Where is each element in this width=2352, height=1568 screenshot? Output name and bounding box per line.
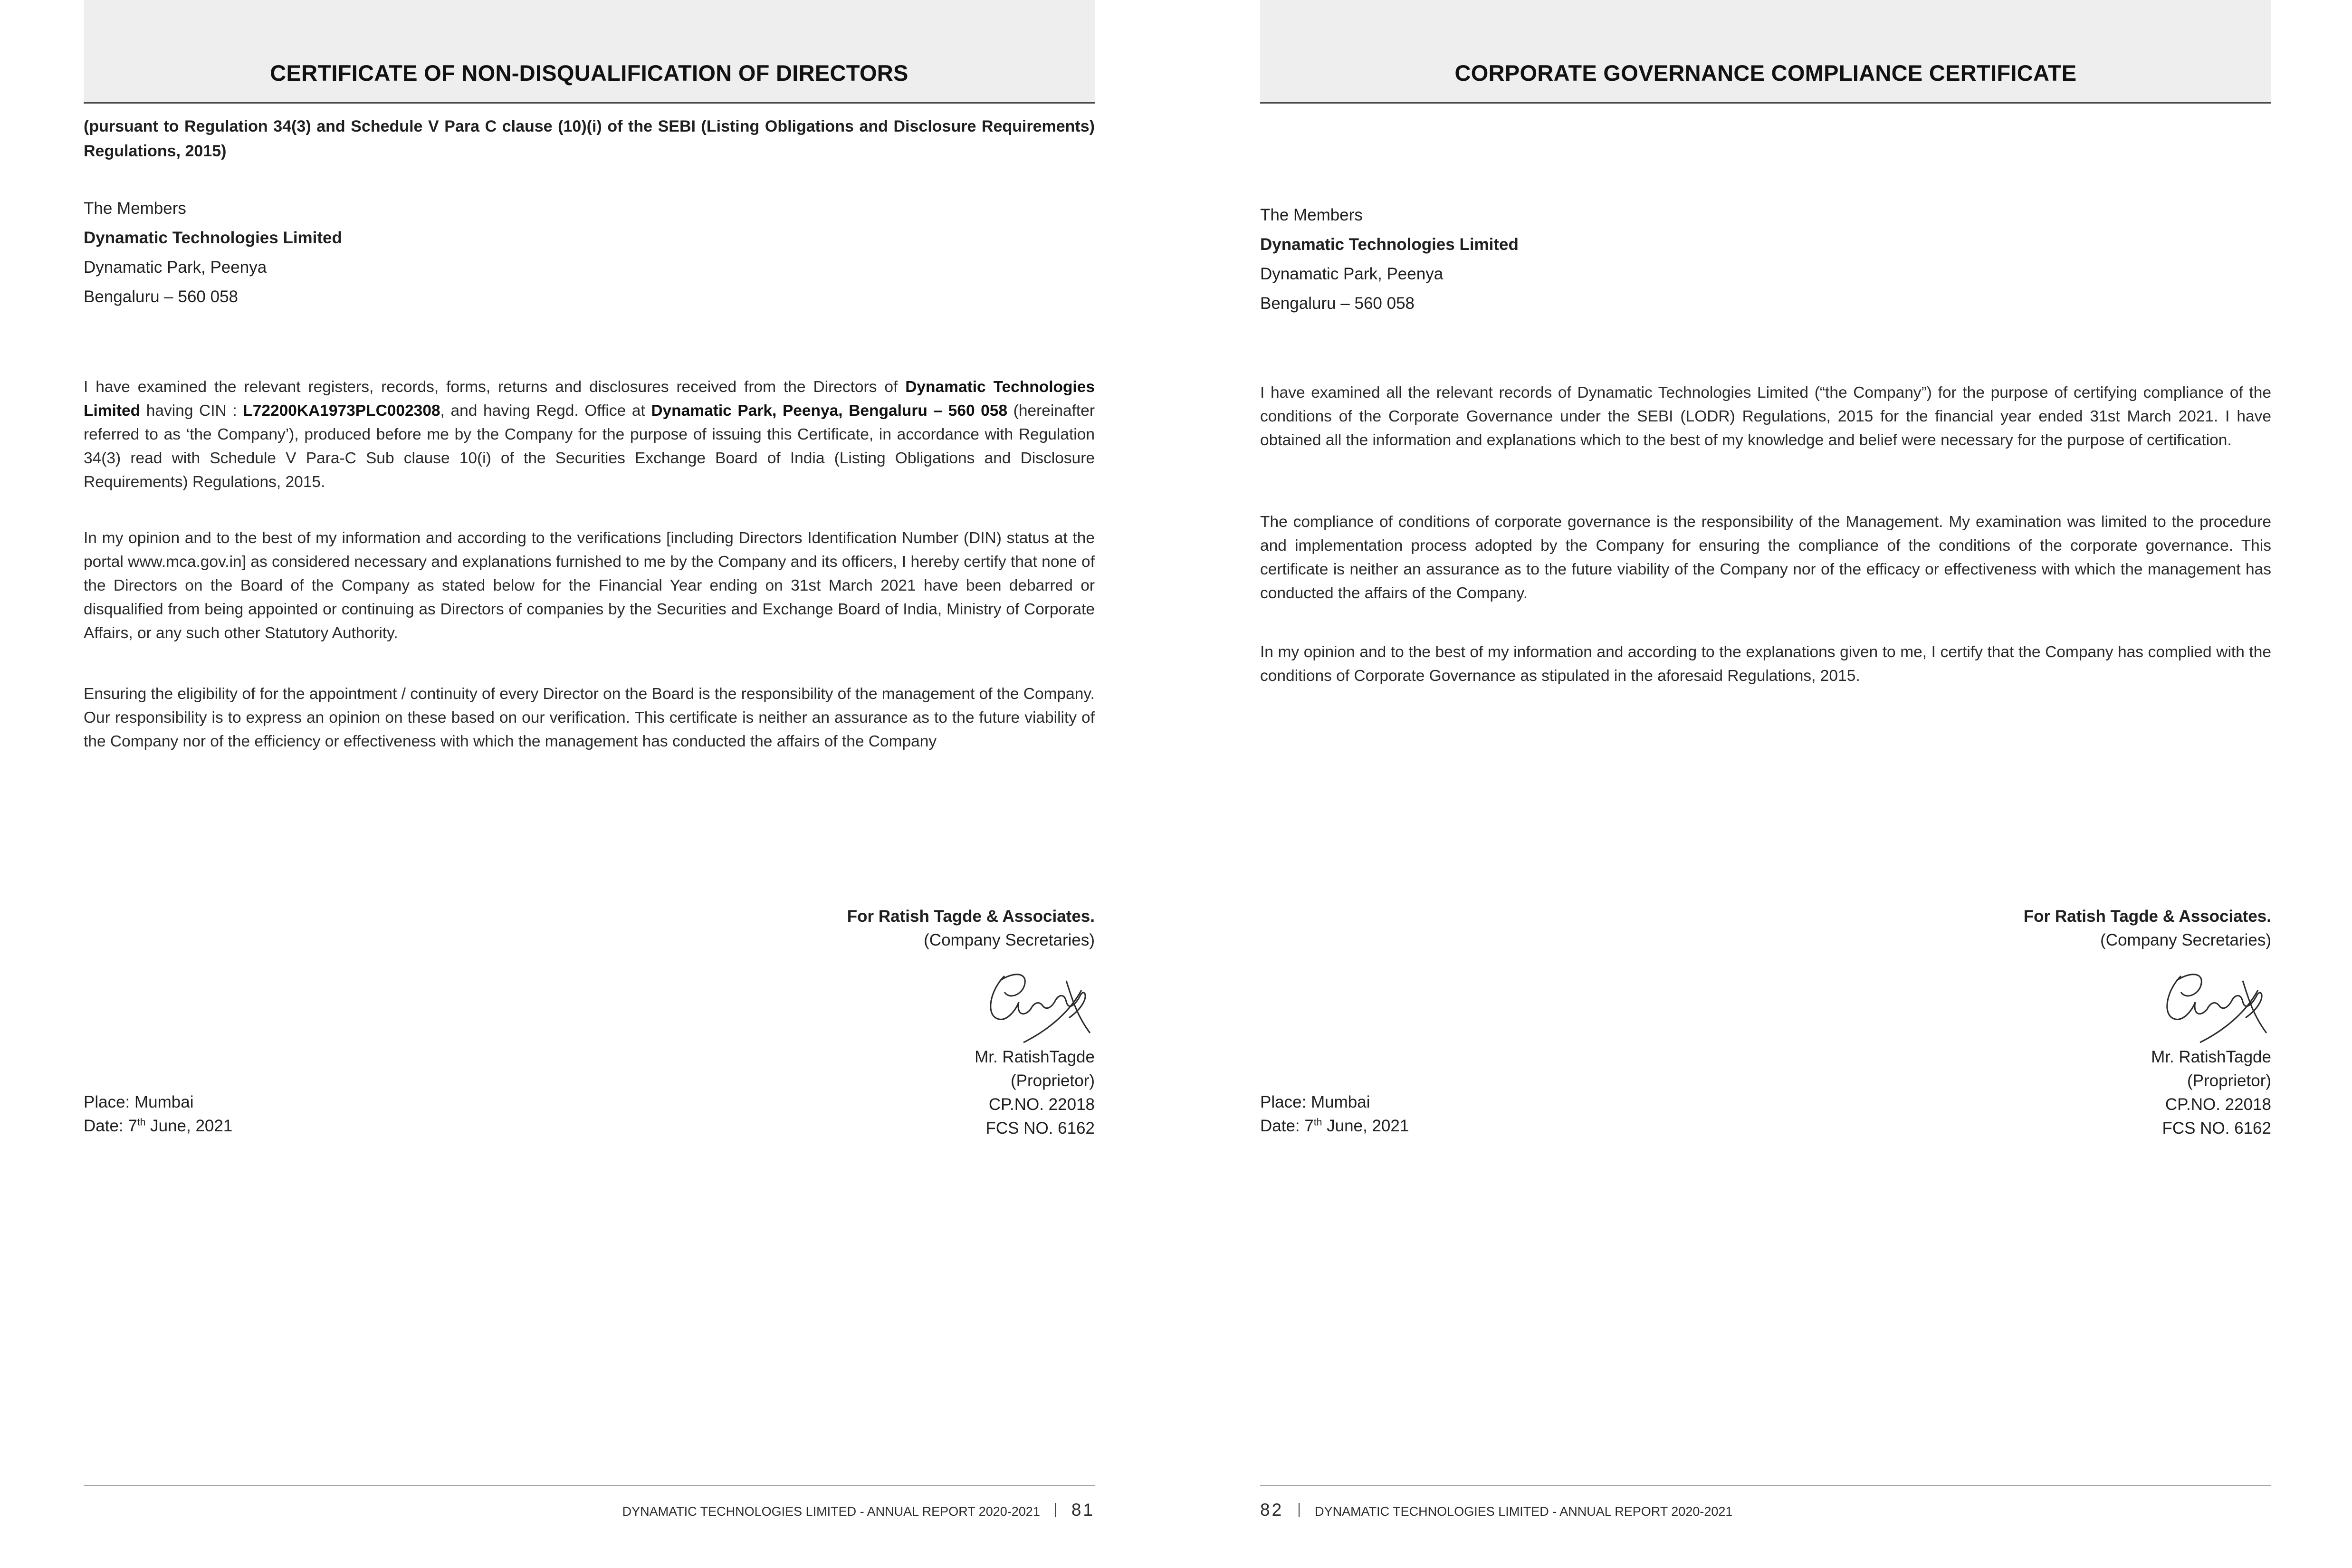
signatory-title: (Proprietor) <box>1011 1071 1095 1090</box>
paragraph-2: In my opinion and to the best of my information and according to the verifications [including Directors Identification Number (DIN) status at the portal www.mca.gov.in] as considered necessary and explanations furnished to me by the Company and its officers, I hereby certify that none of the Directors on the Board of the Company as stated below for the Financial Year ending on 31st March 2021 have been debarred or disqualified from being appointed or continuing as Directors of companies by the Securities and Exchange Board of India, Ministry of Corporate Affairs, or any such other Statutory Authority. <box>84 529 1095 642</box>
firm-role: (Company Secretaries) <box>2100 931 2271 949</box>
address-line-city: Bengaluru – 560 058 <box>84 287 238 306</box>
page-footer <box>622 1500 1095 1522</box>
address-line-company: Dynamatic Technologies Limited <box>84 229 342 247</box>
footer-separator <box>1055 1503 1056 1517</box>
place: Place: Mumbai <box>84 1093 194 1111</box>
footer-report-title: DYNAMATIC TECHNOLOGIES LIMITED - ANNUAL REPORT 2020-2021 <box>1315 1504 1733 1519</box>
paragraph-1: I have examined all the relevant records of Dynamatic Technologies Limited (“the Company”) for the purpose of certifying compliance of the conditions of the Corporate Governance under the SEBI (LODR) Regulations, 2015 for the financial year ended 31st March 2021. I have obtained all the information and explanations which to the best of my knowledge and belief were necessary for the purpose of certification. <box>1260 384 2271 449</box>
page-title: CERTIFICATE OF NON-DISQUALIFICATION OF DIRECTORS <box>270 60 908 86</box>
signatory-details <box>810 1045 1095 1140</box>
page-number: 81 <box>1071 1500 1095 1520</box>
cp-number: CP.NO. 22018 <box>2165 1095 2271 1114</box>
footer-rule <box>1260 1485 2271 1486</box>
address-line-city: Bengaluru – 560 058 <box>1260 294 1415 313</box>
firm-role: (Company Secretaries) <box>924 931 1095 949</box>
date: Date: 7th June, 2021 <box>1260 1117 1409 1135</box>
signatory-title: (Proprietor) <box>2187 1071 2271 1090</box>
page-number: 82 <box>1260 1500 1284 1520</box>
paragraph-2: The compliance of conditions of corporate governance is the responsibility of the Management. My examination was limited to the procedure and implementation process adopted by the Company for ensuring the compliance of the conditions of the corporate governance. This certificate is neither an assurance as to the future viability of the Company nor of the efficacy or effectiveness with which the management has conducted the affairs of the Company. <box>1260 513 2271 602</box>
address-line-street: Dynamatic Park, Peenya <box>1260 265 1444 283</box>
address-block <box>1260 201 1830 318</box>
signature-image <box>2148 962 2271 1045</box>
signature-image <box>971 962 1095 1045</box>
firm-name: For Ratish Tagde & Associates. <box>2023 907 2271 926</box>
footer-separator <box>1299 1503 1300 1517</box>
signatory-name: Mr. RatishTagde <box>2151 1048 2271 1066</box>
date: Date: 7th June, 2021 <box>84 1117 233 1135</box>
fcs-number: FCS NO. 6162 <box>2162 1119 2271 1138</box>
cp-number: CP.NO. 22018 <box>988 1095 1095 1114</box>
signatory-name: Mr. RatishTagde <box>975 1048 1095 1066</box>
firm-name: For Ratish Tagde & Associates. <box>847 907 1095 926</box>
page-82 <box>1260 0 2271 1568</box>
signatory-firm <box>1844 905 2271 952</box>
place: Place: Mumbai <box>1260 1093 1370 1111</box>
paragraph-3: Ensuring the eligibility of for the appointment / continuity of every Director on the Board is the responsibility of the management of the Company. Our responsibility is to express an opinion on these based on our verification. This certificate is neither an assurance as to the future viability of the Company nor of the efficiency or effectiveness with which the management has conducted the affairs of the Company <box>84 685 1095 750</box>
address-line-members: The Members <box>1260 206 1363 224</box>
address-line-members: The Members <box>84 199 186 218</box>
address-block <box>84 194 654 312</box>
paragraph-1: I have examined the relevant registers, records, forms, returns and disclosures received from the Directors of Dynamatic Technologies Limited having CIN : L72200KA1973PLC002308, and having Regd. Office at Dynamatic Park, Peenya, Bengaluru – 560 058 (hereinafter referred to as ‘the Company’), produced before me by the Company for the purpose of issuing this Certificate, in accordance with Regulation 34(3) read with Schedule V Para-C Sub clause 10(i) of the Securities Exchange Board of India (Listing Obligations and Disclosure Requirements) Regulations, 2015. <box>84 378 1095 491</box>
page-title: CORPORATE GOVERNANCE COMPLIANCE CERTIFICATE <box>1454 60 2077 86</box>
place-date <box>84 1090 464 1138</box>
paragraph-3: In my opinion and to the best of my information and according to the explanations given to me, I certify that the Company has complied with the conditions of Corporate Governance as stipulated in the aforesaid Regulations, 2015. <box>1260 643 2271 685</box>
regulation-subtitle: (pursuant to Regulation 34(3) and Schedule V Para C clause (10)(i) of the SEBI (Listing Obligations and Disclosure Requirements) Regulations, 2015) <box>84 117 1095 160</box>
address-line-street: Dynamatic Park, Peenya <box>84 258 267 277</box>
signatory-firm <box>667 905 1095 952</box>
place-date <box>1260 1090 1640 1138</box>
page-81 <box>84 0 1095 1568</box>
signatory-details <box>1986 1045 2271 1140</box>
title-band <box>84 0 1095 104</box>
fcs-number: FCS NO. 6162 <box>985 1119 1095 1138</box>
page-footer <box>1260 1500 1732 1522</box>
footer-report-title: DYNAMATIC TECHNOLOGIES LIMITED - ANNUAL REPORT 2020-2021 <box>622 1504 1040 1519</box>
footer-rule <box>84 1485 1095 1486</box>
address-line-company: Dynamatic Technologies Limited <box>1260 235 1519 254</box>
title-band <box>1260 0 2271 104</box>
